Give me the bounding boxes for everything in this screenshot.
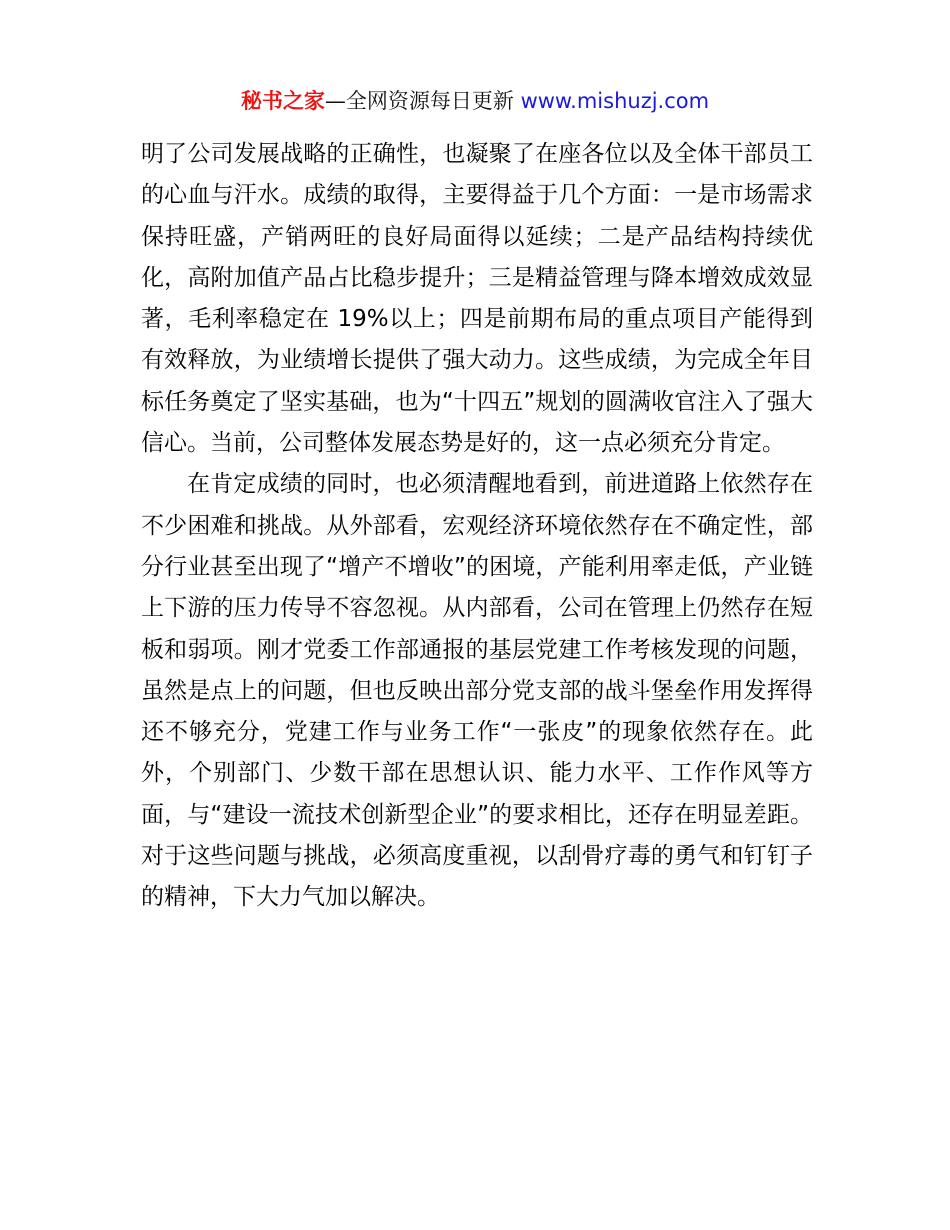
site-url-link[interactable]: www.mishuzj.com [520,89,710,113]
paragraph-2: 在肯定成绩的同时，也必须清醒地看到，前进道路上依然存在不少困难和挑战。从外部看，宏观经济环境依然存在不确定性，部分行业甚至出现了“增产不增收”的困境，产能利用率走低，产业链上下游的压力传导不容忽视。从内部看，公司在管理上仍然存在短板和弱项。刚才党委工作部通报的基层党建工作考核发现的问题，虽然是点上的问题，但也反映出部分党支部的战斗堡垒作用发挥得还不够充分，党建工作与业务工作“一张皮”的现象依然存在。此外，个别部门、少数干部在思想认识、能力水平、工作作风等方面，与“建设一流技术创新型企业”的要求相比，还存在明显差距。对于这些问题与挑战，必须高度重视，以刮骨疗毒的勇气和钉钉子的精神，下大力气加以解决。 [141,471,813,911]
page-header [0,86,950,116]
header-slogan: —全网资源每日更新 [324,89,521,113]
paragraph-1: 明了公司发展战略的正确性，也凝聚了在座各位以及全体干部员工的心血与汗水。成绩的取得，主要得益于几个方面：一是市场需求保持旺盛，产销两旺的良好局面得以延续；二是产品结构持续优化，高附加值产品占比稳步提升；三是精益管理与降本增效成效显著，毛利率稳定在 19%以上；四是前期布局的重点项目产能得到有效释放，为业绩增长提供了强大动力。这些成绩，为完成全年目标任务奠定了坚实基础，也为“十四五”规划的圆满收官注入了强大信心。当前，公司整体发展态势是好的，这一点必须充分肯定。 [141,141,813,457]
brand-name: 秘书之家 [240,89,325,113]
document-body [141,134,813,919]
